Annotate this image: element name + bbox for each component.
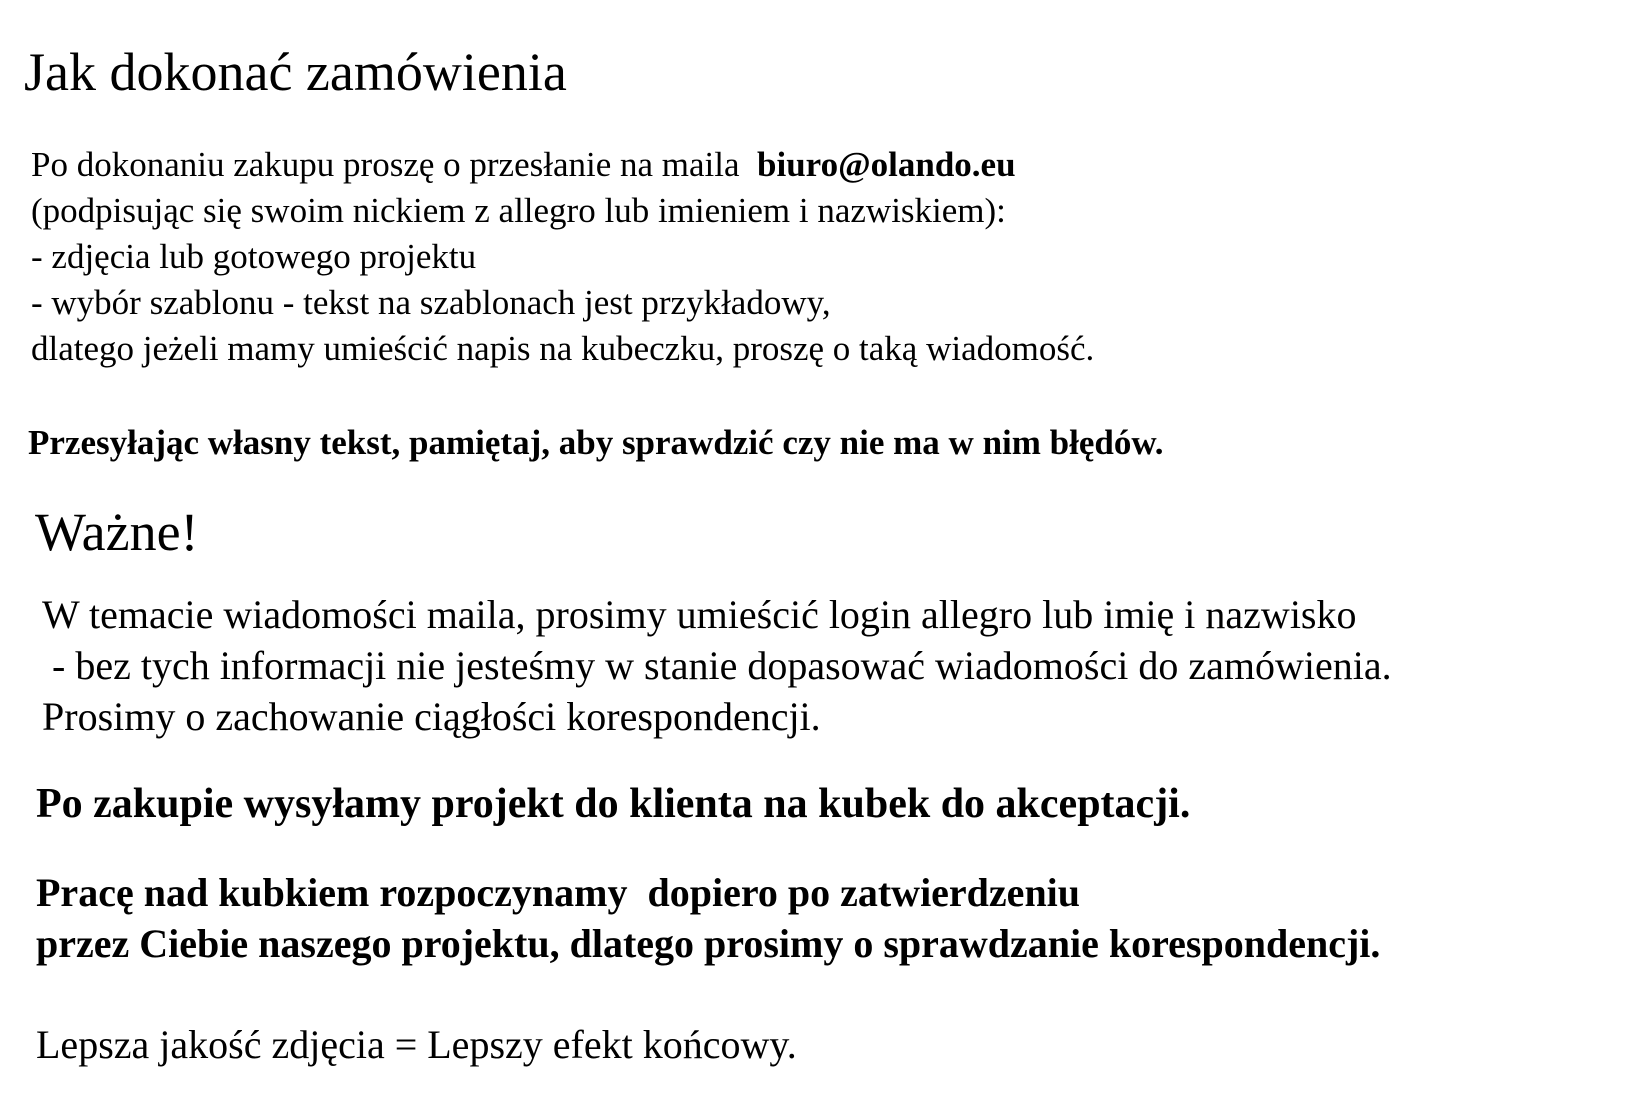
intro-line-5: dlatego jeżeli mamy umieścić napis na kubeczku, proszę o taką wiadomość. xyxy=(31,329,1095,368)
work-note xyxy=(36,867,1380,969)
important-heading: Ważne! xyxy=(35,502,199,562)
intro-line-3: - zdjęcia lub gotowego projektu xyxy=(31,237,477,276)
intro-line-4: - wybór szablonu - tekst na szablonach jest przykładowy, xyxy=(31,283,831,322)
text-check-warning: Przesyłając własny tekst, pamiętaj, aby sprawdzić czy nie ma w nim błędów. xyxy=(28,423,1164,462)
work-note-line-2: przez Ciebie naszego projektu, dlatego prosimy o sprawdzanie korespondencji. xyxy=(36,921,1381,966)
purchase-note: Po zakupie wysyłamy projekt do klienta na kubek do akceptacji. xyxy=(36,781,1191,827)
important-line-1: W temacie wiadomości maila, prosimy umieścić login allegro lub imię i nazwisko xyxy=(42,592,1357,637)
quality-note: Lepsza jakość zdjęcia = Lepszy efekt końcowy. xyxy=(36,1022,797,1067)
intro-line-1 xyxy=(31,142,1094,188)
intro-line-2: (podpisując się swoim nickiem z allegro lub imieniem i nazwiskiem): xyxy=(31,191,1006,230)
intro-line-1-text: Po dokonaniu zakupu proszę o przesłanie na maila xyxy=(31,145,758,184)
contact-email: biuro@olando.eu xyxy=(757,145,1016,184)
important-line-3: Prosimy o zachowanie ciągłości korespondencji. xyxy=(42,694,821,739)
work-note-line-1: Pracę nad kubkiem rozpoczynamy dopiero po zatwierdzeniu xyxy=(36,870,1081,915)
important-line-2: - bez tych informacji nie jesteśmy w stanie dopasować wiadomości do zamówienia. xyxy=(42,643,1392,688)
page-title: Jak dokonać zamówienia xyxy=(24,42,567,102)
intro-paragraph xyxy=(31,142,1094,372)
important-paragraph xyxy=(42,589,1392,742)
